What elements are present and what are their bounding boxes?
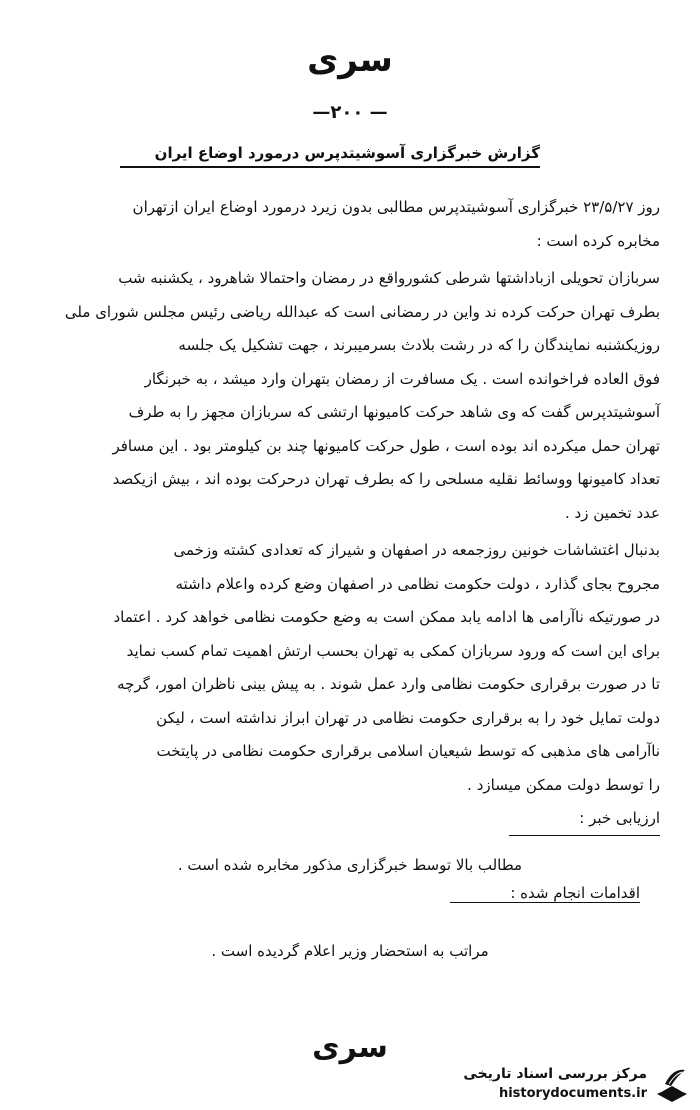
- paragraph-2-line: مجروح بجای گذارد ، دولت حکومت نظامی در اصفهان وضع کرده واعلام داشته: [175, 574, 660, 593]
- actions-text: مراتب به استحضار وزیر اعلام گردیده است .: [211, 942, 489, 960]
- actions-label: اقدامات انجام شده :: [450, 884, 640, 903]
- paragraph-2-line: برای این است که ورود سربازان کمکی به تهران بحسب ارتش اهمیت تمام کسب نماید: [126, 641, 660, 660]
- document-heading: گزارش خبرگزاری آسوشیتدپرس درمورد اوضاع ایران: [120, 144, 540, 168]
- paragraph-2-line: دولت تمایل خود را به برقراری حکومت نظامی در تهران ابراز نداشته است ، لیکن: [156, 708, 660, 727]
- intro-line: مخابره کرده است :: [536, 231, 660, 250]
- assessment-label: ارزیابی خبر :: [509, 803, 660, 836]
- paragraph-2-line: تا در صورت برقراری حکومت نظامی وارد عمل شوند . به پیش بینی ناظران امور، گرچه: [117, 675, 660, 693]
- archive-watermark: [425, 1064, 695, 1106]
- paragraph-1-line: تهران حمل میکرده اند بوده است ، طول حرکت کامیونها چند بن کیلومتر بود . این مسافر: [112, 436, 660, 455]
- classification-stamp-bottom: سری: [312, 1030, 388, 1065]
- paragraph-2-line: بدنبال اغتشاشات خونین روزجمعه در اصفهان و شیراز که تعدادی کشته وزخمی: [173, 541, 660, 559]
- paragraph-1-line: روزیکشنبه نمایندگان را که در رشت بلادث بسرمیبرند ، جهت تشکیل یک جلسه: [178, 336, 660, 354]
- watermark-title: مرکز بررسی اسناد تاریخی: [463, 1066, 647, 1082]
- paragraph-1-line: سربازان تحویلی ازباداشتها شرطی کشورواقع در رمضان واحتمالا شاهرود ، یکشنبه شب: [118, 269, 660, 287]
- paragraph-1-line: آسوشیتدپرس گفت که وی شاهد حرکت کامیونها ارتشی که سربازان مجهز را به طرف: [128, 403, 660, 421]
- intro-line: روز ۲۳/۵/۲۷ خبرگزاری آسوشیتدپرس مطالبی بدون زیرد درمورد اوضاع ایران ازتهران: [132, 198, 660, 216]
- paragraph-2-line: ناآرامی های مذهبی که توسط شیعیان اسلامی برقراری حکومت نظامی در پایتخت: [156, 742, 660, 760]
- paragraph-1-line: عدد تخمین زد .: [565, 503, 660, 522]
- paragraph-2-line: در صورتیکه ناآرامی ها ادامه یابد ممکن است به وضع حکومت نظامی خواهد کرد . اعتماد: [113, 608, 660, 626]
- paragraph-1-line: بطرف تهران حرکت کرده ند واین در رمضانی است که عبدالله ریاضی رئیس مجلس شورای ملی: [64, 302, 660, 321]
- paragraph-1-line: تعداد کامیونها ووسائط نقلیه مسلحی را که بطرف تهران درحرکت بوده اند ، بیش ازیکصد: [112, 470, 660, 488]
- classification-stamp-top: سری: [307, 40, 393, 80]
- assessment-label-row: [48, 803, 660, 836]
- assessment-text: مطالب بالا توسط خبرگزاری مذکور مخابره شده است .: [177, 856, 523, 874]
- watermark-url: historydocuments.ir: [498, 1086, 647, 1101]
- document-number: —۲۰۰ —: [312, 102, 388, 123]
- document-body: [48, 192, 660, 838]
- book-quill-icon: [651, 1064, 693, 1106]
- paragraph-1-line: فوق العاده فراخوانده است . یک مسافرت از رمضان بتهران وارد میشد ، به خبرنگار: [144, 369, 660, 388]
- paragraph-2-line: را توسط دولت ممکن میسازد .: [467, 775, 660, 794]
